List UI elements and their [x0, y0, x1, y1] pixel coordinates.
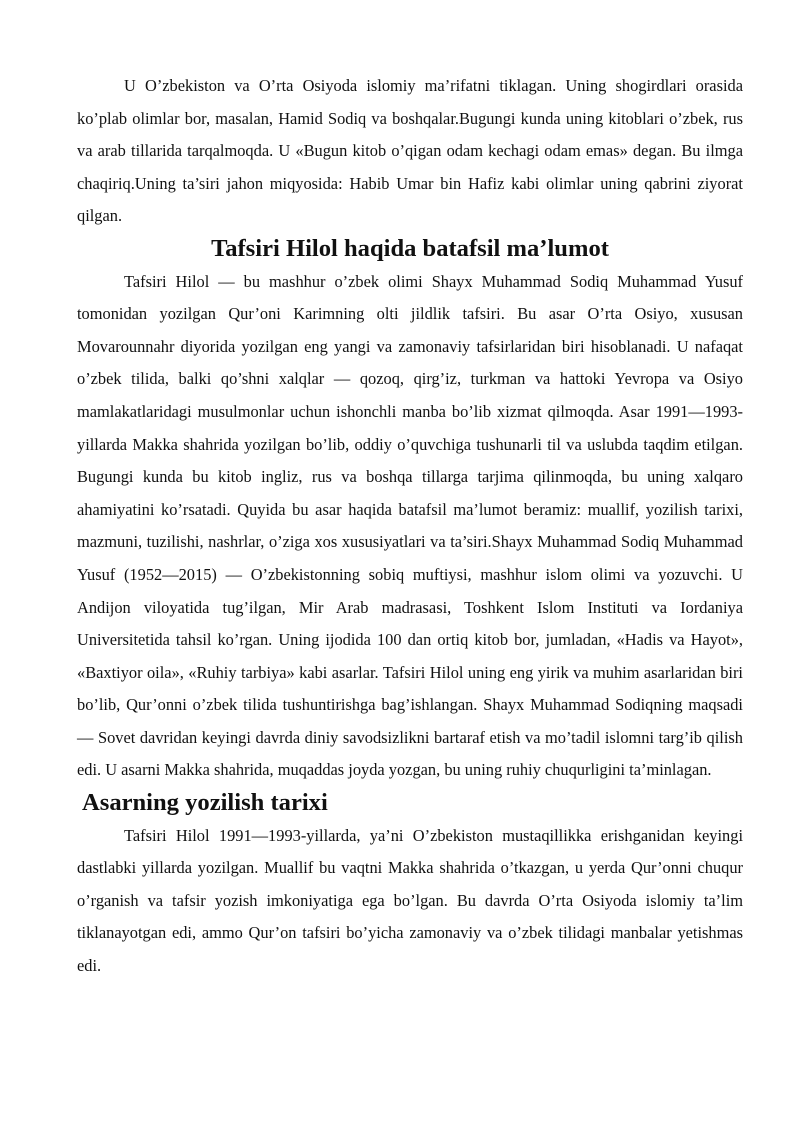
section-heading-writing-history: Asarning yozilish tarixi	[82, 789, 328, 817]
tafsir-overview-paragraph: Tafsiri Hilol — bu mashhur o’zbek olimi Shayx Muhammad Sodiq Muhammad Yusuf tomonidan yozilgan Qur’oni Karimning olti jildlik tafsiri. Bu asar O’rta Osiyo, xususan Movarounnahr diyorida yozilgan eng yangi va zamonaviy tafsirlaridan biri hisoblanadi. U nafaqat o’zbek tilida, balki qo’shni xalqlar — qozoq, qirg’iz, turkman va hattoki Yevropa va Osiyo mamlakatlaridagi musulmonlar uchun ishonchli manba bo’lib xizmat qilmoqda. Asar 1991—1993-yillarda Makka shahrida yozilgan bo’lib, oddiy o’quvchiga tushunarli til va uslubda taqdim etilgan. Bugungi kunda bu kitob ingliz, rus va boshqa tillarga tarjima qilinmoqda, bu uning xalqaro ahamiyatini ko’rsatadi. Quyida bu asar haqida batafsil ma’lumot beramiz: muallif, yozilish tarixi, mazmuni, tuzilishi, nashrlar, o’ziga xos xususiyatlari va ta’siri.Shayx Muhammad Sodiq Muhammad Yusuf (1952—2015) — O’zbekistonning sobiq muftiysi, mashhur islom olimi va yozuvchi. U Andijon viloyatida tug’ilgan, Mir Arab madrasasi, Toshkent Islom Instituti va Iordaniya Universitetida tahsil ko’rgan. Uning ijodida 100 dan ortiq kitob bor, jumladan, «Hadis va Hayot», «Baxtiyor oila», «Ruhiy tarbiya» kabi asarlar. Tafsiri Hilol uning eng yirik va muhim asarlaridan biri bo’lib, Qur’onni o’zbek tilida tushuntirishga bag’ishlangan. Shayx Muhammad Sodiqning maqsadi — Sovet davridan keyingi davrda diniy savodsizlikni bartaraf etish va mo’tadil islomni targ’ib qilish edi. U asarni Makka shahrida, muqaddas joyda yozgan, bu uning ruhiy chuqurligini ta’minlagan.	[77, 271, 743, 780]
document-page	[77, 70, 743, 983]
intro-paragraph: U O’zbekiston va O’rta Osiyoda islomiy ma’rifatni tiklagan. Uning shogirdlari orasida ko’plab olimlar bor, masalan, Hamid Sodiq va boshqalar.Bugungi kunda uning kitoblari o’zbek, rus va arab tillarida tarqalmoqda. U «Bugun kitob o’qigan odam kechagi odam emas» degan. Bu ilmga chaqiriq.Uning ta’siri jahon miqyosida: Habib Umar bin Hafiz kabi olimlar uning qabrini ziyorat qilgan.	[77, 76, 743, 226]
section-heading-tafsiri-hilol: Tafsiri Hilol haqida batafsil ma’lumot	[211, 234, 609, 262]
writing-history-paragraph: Tafsiri Hilol 1991—1993-yillarda, ya’ni O’zbekiston mustaqillikka erishganidan keyingi dastlabki yillarda yozilgan. Muallif bu vaqtni Makka shahrida o’tkazgan, u yerda Qur’onni chuqur o’rganish va tafsir yozish imkoniyatiga ega bo’lgan. Bu davrda O’rta Osiyoda islomiy ta’lim tiklanayotgan edi, ammo Qur’on tafsiri bo’yicha zamonaviy va o’zbek tilidagi manbalar yetishmas edi.	[77, 825, 743, 976]
